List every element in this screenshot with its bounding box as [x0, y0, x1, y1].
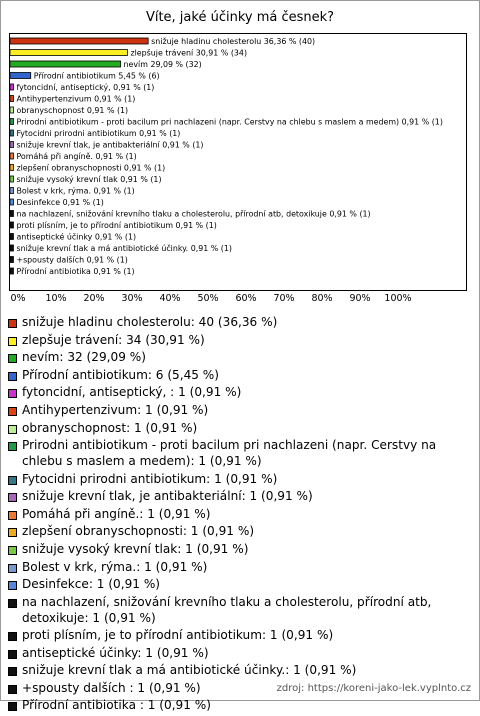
bar	[10, 199, 13, 205]
legend-label: snižuje krevní tlak a má antibiotické účinky.: 1 (0,91 %)	[22, 663, 357, 678]
legend-swatch	[8, 493, 17, 502]
bar	[10, 107, 13, 113]
legend-item	[8, 595, 470, 627]
legend-item	[8, 333, 470, 349]
legend-label: Fytocidni prirodni antibiotikum: 1 (0,91 %)	[22, 471, 278, 486]
legend-label: snižuje krevní tlak, je antibakteriální: 1 (0,91 %)	[22, 489, 313, 504]
x-tick-label: 70%	[273, 293, 295, 304]
legend-swatch	[8, 702, 17, 711]
legend-swatch	[8, 337, 17, 346]
bar	[10, 165, 13, 171]
bar-label: antiseptické účinky 0,91 % (1)	[16, 232, 137, 242]
legend-label: zlepšuje trávení: 34 (30,91 %)	[22, 332, 205, 347]
legend-label: na nachlazení, snižování krevního tlaku a cholesterolu, přírodní atb, detoxikuje: 1 (0,91 %)	[22, 594, 432, 625]
legend-swatch	[8, 685, 17, 694]
legend-swatch	[8, 511, 17, 520]
bar	[10, 222, 13, 228]
bar-label: Desinfekce 0,91 % (1)	[16, 198, 104, 207]
bar-label: Antihypertenzivum 0,91 % (1)	[16, 94, 136, 104]
bar	[10, 211, 13, 217]
legend-label: proti plísním, je to přírodní antibiotikum: 1 (0,91 %)	[22, 628, 334, 643]
legend-swatch	[8, 667, 17, 676]
bar	[10, 50, 127, 56]
legend-label: Prirodni antibiotikum - proti bacilum pri nachlazeni (napr. Cerstvy na chlebu s maslem a medem): 1 (0,91 %)	[22, 438, 437, 468]
legend-swatch	[8, 354, 17, 363]
bar-label: snižuje krevní tlak a má antibiotické účinky. 0,91 % (1)	[16, 244, 232, 253]
legend-label: antiseptické účinky: 1 (0,91 %)	[22, 645, 209, 660]
legend-item	[8, 646, 470, 662]
legend-swatch	[8, 425, 17, 434]
x-tick-label: 10%	[45, 293, 67, 304]
legend-label: Pomáhá při angíně.: 1 (0,91 %)	[22, 506, 211, 521]
bar-label: fytoncidní, antiseptický, 0,91 % (1)	[16, 83, 155, 92]
bar	[10, 96, 13, 102]
legend-swatch	[8, 407, 17, 416]
bar-label: zlepšuje trávení 30,91 % (34)	[130, 48, 248, 58]
bar-label: snižuje vysoký krevní tlak 0,91 % (1)	[16, 175, 162, 184]
x-axis	[1, 293, 479, 307]
bar	[10, 130, 13, 136]
bar-label: Přírodní antibiotika 0,91 % (1)	[16, 267, 135, 276]
legend-label: nevím: 32 (29,09 %)	[22, 350, 146, 365]
legend-item	[8, 350, 470, 366]
bar	[10, 245, 13, 251]
bar-label: Pomáhá při angíně. 0,91 % (1)	[16, 152, 137, 161]
legend-label: snižuje hladinu cholesterolu: 40 (36,36 %)	[22, 315, 278, 329]
chart-title: Víte, jaké účinky má česnek?	[145, 10, 335, 25]
bar-label: Fytocidni prirodni antibiotikum 0,91 % (1)	[16, 129, 181, 138]
source-note: zdroj: https://koreni-jako-lek.vyplnto.cz	[276, 683, 471, 694]
legend-item	[8, 368, 470, 384]
bar-label: +spousty dalších 0,91 % (1)	[16, 255, 128, 265]
x-tick-label: 0%	[10, 293, 26, 304]
legend-item	[8, 315, 470, 331]
bar-label: Prirodni antibiotikum - proti bacilum pri nachlazeni (napr. Cerstvy na chlebu s maslem a medem) 0,91 % (1)	[16, 117, 443, 127]
legend-swatch	[8, 564, 17, 573]
legend-item	[8, 577, 470, 593]
x-tick-label: 90%	[349, 293, 371, 304]
x-tick-label: 30%	[121, 293, 143, 304]
bar-label: snižuje hladinu cholesterolu 36,36 % (40)	[151, 37, 316, 46]
bar	[10, 142, 13, 148]
legend-label: Přírodní antibiotika : 1 (0,91 %)	[22, 698, 211, 713]
bar-label: Přírodní antibiotikum 5,45 % (6)	[33, 71, 160, 81]
legend-label: zlepšení obranyschopnosti: 1 (0,91 %)	[22, 524, 255, 539]
legend-swatch	[8, 319, 17, 328]
x-tick-label: 80%	[311, 293, 333, 304]
legend-swatch	[8, 632, 17, 641]
bar	[10, 84, 13, 90]
legend-item	[8, 542, 470, 558]
legend-swatch	[8, 442, 17, 451]
legend-label: fytoncidní, antiseptický, : 1 (0,91 %)	[22, 385, 242, 400]
bar	[10, 268, 13, 274]
bar-label: obranyschopnost 0,91 % (1)	[16, 106, 129, 115]
bar-label: proti plísním, je to přírodní antibiotikum 0,91 % (1)	[16, 221, 217, 230]
legend-item	[8, 628, 470, 644]
legend-swatch	[8, 528, 17, 537]
bar	[10, 119, 13, 125]
bar	[10, 73, 31, 79]
bar-chart	[9, 33, 467, 291]
bar	[10, 234, 13, 240]
legend-swatch	[8, 546, 17, 555]
legend-item	[8, 489, 470, 505]
legend-label: snižuje vysoký krevní tlak: 1 (0,91 %)	[22, 541, 249, 556]
bar	[10, 38, 148, 44]
bar	[10, 61, 121, 67]
legend-label: Desinfekce: 1 (0,91 %)	[22, 577, 161, 592]
legend-swatch	[8, 476, 17, 485]
legend-swatch	[8, 372, 17, 381]
bar-label: na nachlazení, snižování krevního tlaku a cholesterolu, přírodní atb, detoxikuje 0,91 % (1)	[16, 209, 371, 219]
bar	[10, 257, 13, 263]
x-tick-label: 20%	[83, 293, 105, 304]
bar-label: zlepšení obranyschopnosti 0,91 % (1)	[16, 163, 166, 173]
legend-label: +spousty dalších : 1 (0,91 %)	[22, 680, 201, 695]
bar-label: nevím 29,09 % (32)	[123, 60, 202, 69]
legend-label: Přírodní antibiotikum: 6 (5,45 %)	[22, 367, 220, 382]
legend-item	[8, 560, 470, 576]
legend-item	[8, 663, 470, 679]
bar	[10, 188, 13, 194]
legend-swatch	[8, 389, 17, 398]
bar	[10, 153, 13, 159]
legend-label: obranyschopnost: 1 (0,91 %)	[22, 420, 198, 435]
legend-label: Antihypertenzivum: 1 (0,91 %)	[22, 402, 209, 417]
legend-swatch	[8, 581, 17, 590]
legend-swatch	[8, 650, 17, 659]
legend-item	[8, 698, 470, 714]
legend-item	[8, 438, 470, 470]
x-tick-label: 60%	[235, 293, 257, 304]
bar-label: snižuje krevní tlak, je antibakteriální 0,91 % (1)	[16, 140, 204, 150]
legend-swatch	[8, 599, 17, 608]
x-tick-label: 50%	[197, 293, 219, 304]
legend-item	[8, 403, 470, 419]
legend-label: Bolest v krk, rýma.: 1 (0,91 %)	[22, 559, 208, 574]
x-tick-label: 40%	[159, 293, 181, 304]
bar	[10, 176, 13, 182]
x-tick-label: 100%	[384, 293, 412, 304]
legend-item	[8, 421, 470, 437]
legend-item	[8, 524, 470, 540]
legend	[8, 315, 470, 716]
legend-item	[8, 507, 470, 523]
legend-item	[8, 385, 470, 401]
bar-label: Bolest v krk, rýma. 0,91 % (1)	[16, 186, 135, 196]
legend-item	[8, 472, 470, 488]
